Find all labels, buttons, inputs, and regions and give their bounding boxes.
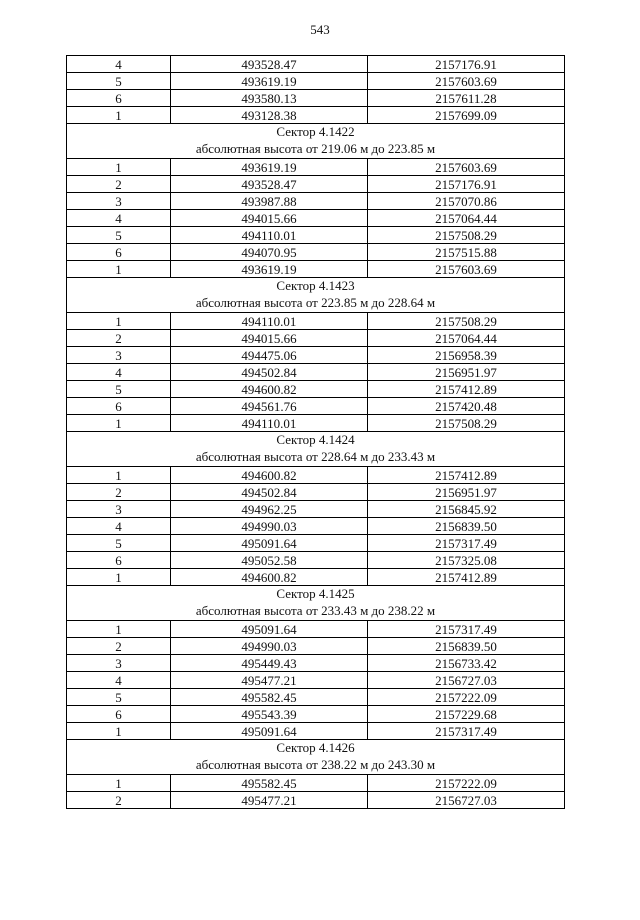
y-coordinate-cell: 2157070.86 [368,193,565,210]
y-coordinate-cell: 2156727.03 [368,792,565,809]
table-row [67,484,565,501]
x-coordinate-cell: 495477.21 [171,792,368,809]
y-coordinate-cell: 2156727.03 [368,672,565,689]
point-number-cell: 1 [67,621,171,638]
x-coordinate-cell: 494990.03 [171,638,368,655]
sector-header-row [67,432,565,467]
x-coordinate-cell: 495582.45 [171,775,368,792]
y-coordinate-cell: 2157229.68 [368,706,565,723]
x-coordinate-cell: 494561.76 [171,398,368,415]
y-coordinate-cell: 2157515.88 [368,244,565,261]
table-row [67,313,565,330]
x-coordinate-cell: 493528.47 [171,56,368,73]
point-number-cell: 4 [67,56,171,73]
y-coordinate-cell: 2156845.92 [368,501,565,518]
table-row [67,467,565,484]
sector-title: Сектор 4.1426 [276,740,355,755]
table-row [67,535,565,552]
x-coordinate-cell: 494600.82 [171,467,368,484]
sector-header-row [67,586,565,621]
point-number-cell: 5 [67,227,171,244]
x-coordinate-cell: 494475.06 [171,347,368,364]
point-number-cell: 1 [67,313,171,330]
point-number-cell: 6 [67,244,171,261]
y-coordinate-cell: 2156839.50 [368,638,565,655]
sector-header [67,432,565,467]
y-coordinate-cell: 2157222.09 [368,775,565,792]
point-number-cell: 5 [67,535,171,552]
point-number-cell: 2 [67,792,171,809]
point-number-cell: 3 [67,193,171,210]
point-number-cell: 2 [67,638,171,655]
sector-title: Сектор 4.1423 [276,278,355,293]
sector-header-row [67,124,565,159]
y-coordinate-cell: 2157412.89 [368,467,565,484]
y-coordinate-cell: 2156958.39 [368,347,565,364]
point-number-cell: 6 [67,706,171,723]
y-coordinate-cell: 2157508.29 [368,313,565,330]
x-coordinate-cell: 494962.25 [171,501,368,518]
sector-header-row [67,278,565,313]
table-row [67,347,565,364]
x-coordinate-cell: 495449.43 [171,655,368,672]
point-number-cell: 3 [67,501,171,518]
table-row [67,552,565,569]
table-row [67,569,565,586]
table-row [67,210,565,227]
sector-header [67,586,565,621]
table-row [67,792,565,809]
table-row [67,655,565,672]
table-row [67,193,565,210]
point-number-cell: 1 [67,159,171,176]
x-coordinate-cell: 495091.64 [171,621,368,638]
table-row [67,621,565,638]
table-row [67,501,565,518]
table-row [67,73,565,90]
y-coordinate-cell: 2157064.44 [368,330,565,347]
y-coordinate-cell: 2157176.91 [368,56,565,73]
y-coordinate-cell: 2157064.44 [368,210,565,227]
sector-header [67,740,565,775]
x-coordinate-cell: 493619.19 [171,261,368,278]
point-number-cell: 5 [67,73,171,90]
x-coordinate-cell: 494990.03 [171,518,368,535]
y-coordinate-cell: 2157222.09 [368,689,565,706]
table-row [67,159,565,176]
table-row [67,775,565,792]
y-coordinate-cell: 2157603.69 [368,261,565,278]
point-number-cell: 4 [67,364,171,381]
y-coordinate-cell: 2157611.28 [368,90,565,107]
sector-altitude: абсолютная высота от 238.22 м до 243.30 м [195,757,436,772]
x-coordinate-cell: 493619.19 [171,73,368,90]
x-coordinate-cell: 493128.38 [171,107,368,124]
x-coordinate-cell: 495052.58 [171,552,368,569]
sector-altitude: абсолютная высота от 228.64 м до 233.43 м [195,449,436,464]
y-coordinate-cell: 2157317.49 [368,535,565,552]
x-coordinate-cell: 494502.84 [171,364,368,381]
x-coordinate-cell: 494600.82 [171,381,368,398]
point-number-cell: 1 [67,261,171,278]
x-coordinate-cell: 495543.39 [171,706,368,723]
y-coordinate-cell: 2157412.89 [368,569,565,586]
x-coordinate-cell: 494015.66 [171,330,368,347]
x-coordinate-cell: 494110.01 [171,313,368,330]
point-number-cell: 4 [67,518,171,535]
table-row [67,689,565,706]
y-coordinate-cell: 2157412.89 [368,381,565,398]
table-row [67,261,565,278]
x-coordinate-cell: 495582.45 [171,689,368,706]
x-coordinate-cell: 494600.82 [171,569,368,586]
point-number-cell: 1 [67,415,171,432]
y-coordinate-cell: 2157317.49 [368,723,565,740]
sector-altitude: абсолютная высота от 223.85 м до 228.64 м [195,295,436,310]
x-coordinate-cell: 493987.88 [171,193,368,210]
sector-header [67,124,565,159]
y-coordinate-cell: 2157325.08 [368,552,565,569]
sector-altitude: абсолютная высота от 219.06 м до 223.85 м [195,141,436,156]
x-coordinate-cell: 493528.47 [171,176,368,193]
point-number-cell: 1 [67,775,171,792]
sector-header [67,278,565,313]
table-row [67,381,565,398]
x-coordinate-cell: 495091.64 [171,535,368,552]
table-row [67,364,565,381]
y-coordinate-cell: 2157508.29 [368,227,565,244]
y-coordinate-cell: 2157508.29 [368,415,565,432]
point-number-cell: 5 [67,381,171,398]
point-number-cell: 6 [67,552,171,569]
point-number-cell: 3 [67,655,171,672]
page-number: 543 [310,22,330,37]
point-number-cell: 3 [67,347,171,364]
table-row [67,415,565,432]
table-row [67,398,565,415]
table-row [67,638,565,655]
table-row [67,518,565,535]
point-number-cell: 2 [67,330,171,347]
table-row [67,176,565,193]
x-coordinate-cell: 494502.84 [171,484,368,501]
sector-title: Сектор 4.1424 [276,432,355,447]
point-number-cell: 6 [67,90,171,107]
table-row [67,723,565,740]
x-coordinate-cell: 495091.64 [171,723,368,740]
y-coordinate-cell: 2157317.49 [368,621,565,638]
y-coordinate-cell: 2156733.42 [368,655,565,672]
y-coordinate-cell: 2156951.97 [368,484,565,501]
y-coordinate-cell: 2156839.50 [368,518,565,535]
point-number-cell: 2 [67,176,171,193]
table-row [67,56,565,73]
point-number-cell: 5 [67,689,171,706]
x-coordinate-cell: 493619.19 [171,159,368,176]
point-number-cell: 1 [67,723,171,740]
x-coordinate-cell: 494110.01 [171,415,368,432]
table-row [67,244,565,261]
point-number-cell: 1 [67,569,171,586]
point-number-cell: 2 [67,484,171,501]
point-number-cell: 6 [67,398,171,415]
table-row [67,706,565,723]
x-coordinate-cell: 494110.01 [171,227,368,244]
coordinates-table [66,55,565,809]
y-coordinate-cell: 2156951.97 [368,364,565,381]
point-number-cell: 4 [67,672,171,689]
x-coordinate-cell: 493580.13 [171,90,368,107]
y-coordinate-cell: 2157603.69 [368,159,565,176]
y-coordinate-cell: 2157176.91 [368,176,565,193]
table-row [67,227,565,244]
sector-altitude: абсолютная высота от 233.43 м до 238.22 м [195,603,436,618]
point-number-cell: 1 [67,107,171,124]
table-row [67,90,565,107]
y-coordinate-cell: 2157420.48 [368,398,565,415]
point-number-cell: 1 [67,467,171,484]
table-row [67,672,565,689]
sector-title: Сектор 4.1422 [276,124,355,139]
y-coordinate-cell: 2157603.69 [368,73,565,90]
y-coordinate-cell: 2157699.09 [368,107,565,124]
x-coordinate-cell: 494070.95 [171,244,368,261]
sector-title: Сектор 4.1425 [276,586,355,601]
table-row [67,107,565,124]
sector-header-row [67,740,565,775]
table-row [67,330,565,347]
x-coordinate-cell: 494015.66 [171,210,368,227]
point-number-cell: 4 [67,210,171,227]
x-coordinate-cell: 495477.21 [171,672,368,689]
